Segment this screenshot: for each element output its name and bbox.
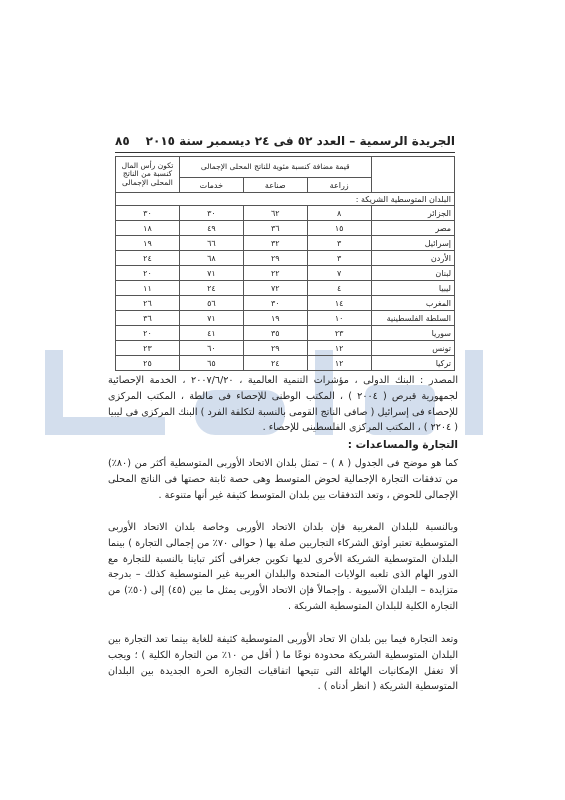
country-cell: إسرائيل xyxy=(371,236,454,251)
capital-cell: ٣٦ xyxy=(116,311,180,326)
value-added-group-header: قيمة مضافة كنسبة مئوية للناتج المحلى الإجمالى xyxy=(179,157,371,178)
country-cell: تونس xyxy=(371,341,454,356)
industry-cell: ٦٢ xyxy=(243,206,307,221)
capital-formation-header: تكون رأس المال كنسبة من الناتج المحلى الإجمالى xyxy=(116,157,180,193)
table-row xyxy=(116,311,455,326)
capital-cell: ٢٠ xyxy=(116,326,180,341)
agriculture-cell: ٣ xyxy=(307,236,371,251)
services-cell: ٦٦ xyxy=(179,236,243,251)
region-label: البلدان المتوسطية الشريكة : xyxy=(116,193,455,206)
agriculture-cell: ٨ xyxy=(307,206,371,221)
header-divider xyxy=(115,152,455,153)
economic-structure-table xyxy=(115,156,455,371)
table-row xyxy=(116,326,455,341)
table-row xyxy=(116,296,455,311)
page-header xyxy=(115,132,455,150)
table-row xyxy=(116,206,455,221)
capital-cell: ١١ xyxy=(116,281,180,296)
table-row xyxy=(116,266,455,281)
country-cell: لبنان xyxy=(371,266,454,281)
services-cell: ٤١ xyxy=(179,326,243,341)
industry-cell: ٧٢ xyxy=(243,281,307,296)
industry-cell: ٢٢ xyxy=(243,266,307,281)
body-paragraph: وتعد التجارة فيما بين بلدان الا تحاد الأوربى المتوسطية كثيفة للغاية بينما تعد التجارة بين البلدان المتوسطية الشريكة محدودة نوعًا ما ( أقل من ١٠٪ من التجارة الكلية ) ؛ ويجب ألا تغفل الإمكانيات الهائلة التى تتيحها اتفاقيات التجارة الحرة الجديدة بين البلدان المتوسطية الشريكة ( انظر أدناه ) . xyxy=(108,634,458,693)
capital-cell: ٢٥ xyxy=(116,356,180,371)
country-cell: ليبيا xyxy=(371,281,454,296)
agriculture-cell: ٣ xyxy=(307,251,371,266)
industry-cell: ٣٥ xyxy=(243,326,307,341)
services-cell: ٣٠ xyxy=(179,206,243,221)
capital-cell: ٢٠ xyxy=(116,266,180,281)
capital-cell: ١٩ xyxy=(116,236,180,251)
agriculture-cell: ٤ xyxy=(307,281,371,296)
table-row xyxy=(116,236,455,251)
section-title: التجارة والمساعدات : xyxy=(347,439,458,451)
services-cell: ٦٨ xyxy=(179,251,243,266)
agriculture-cell: ١٢ xyxy=(307,356,371,371)
capital-cell: ٢٤ xyxy=(116,251,180,266)
agriculture-cell: ١٢ xyxy=(307,341,371,356)
country-cell: الجزائر xyxy=(371,206,454,221)
page-number: ٨٥ xyxy=(115,134,130,148)
agriculture-cell: ١٠ xyxy=(307,311,371,326)
industry-cell: ٢٩ xyxy=(243,251,307,266)
services-cell: ٦٠ xyxy=(179,341,243,356)
industry-cell: ١٩ xyxy=(243,311,307,326)
country-header-cell xyxy=(371,157,454,193)
country-cell: سوريا xyxy=(371,326,454,341)
capital-cell: ١٨ xyxy=(116,221,180,236)
services-cell: ٤٩ xyxy=(179,221,243,236)
capital-cell: ٣٠ xyxy=(116,206,180,221)
country-cell: السلطة الفلسطينية xyxy=(371,311,454,326)
services-cell: ٧١ xyxy=(179,266,243,281)
table-row xyxy=(116,356,455,371)
publication-title: الجريدة الرسمية – العدد ٥٢ فى ٢٤ ديسمبر سنة ٢٠١٥ xyxy=(145,134,455,148)
agriculture-cell: ١٥ xyxy=(307,221,371,236)
services-cell: ٧١ xyxy=(179,311,243,326)
services-cell: ٥٦ xyxy=(179,296,243,311)
table-row xyxy=(116,251,455,266)
agriculture-cell: ٧ xyxy=(307,266,371,281)
industry-cell: ٢٤ xyxy=(243,356,307,371)
agriculture-cell: ١٤ xyxy=(307,296,371,311)
industry-cell: ٣٢ xyxy=(243,236,307,251)
services-header: خدمات xyxy=(179,178,243,193)
industry-cell: ٣٠ xyxy=(243,296,307,311)
agriculture-cell: ٢٣ xyxy=(307,326,371,341)
country-cell: المغرب xyxy=(371,296,454,311)
agriculture-header: زراعة xyxy=(307,178,371,193)
source-note: المصدر : البنك الدولى ، مؤشرات التنمية العالمية ، ٢٠٠٧/٦/٢٠ ، الخدمة الإحصائية لجمهورية قبرص ( ٢٠٠٤ ) ، المكتب الوطنى للإحصاء فى مالطة ، المكتب المركزى للإحصاء فى إسرائيل ( صافى الناتج القومى بالنسبة لتكلفة الفرد ) البنك المركزى فى ليبيا ( ٢٢٠٤ ) ، المكتب المركزى الفلسطينى للإحصاء . xyxy=(108,375,458,434)
table-row xyxy=(116,341,455,356)
industry-cell: ٢٩ xyxy=(243,341,307,356)
industry-header: صناعة xyxy=(243,178,307,193)
services-cell: ٦٥ xyxy=(179,356,243,371)
country-cell: مصر xyxy=(371,221,454,236)
capital-cell: ٢٣ xyxy=(116,341,180,356)
table-row xyxy=(116,221,455,236)
country-cell: الأردن xyxy=(371,251,454,266)
capital-cell: ٢٦ xyxy=(116,296,180,311)
services-cell: ٢٤ xyxy=(179,281,243,296)
body-paragraph: وبالنسبة للبلدان المغربية فإن بلدان الاتحاد الأوربى وخاصة بلدان الاتحاد الأوربى المتوسطية تعتبر أوثق الشركاء التجاريين صلة بها ( حوالى ٧٠٪ من إجمالى التجارة ) بينما البلدان المتوسطية الشريكة الأخرى لديها تكوين جغرافى أكثر تباينا بالنسبة للتجارة مع الدور الهام الذى تلعبه الولايات المتحدة والبلدان العربية غير المتوسطية كذلك – بدرجة متزايدة – البلدان الآسيوية . وإجمالاً فإن الاتحاد الأوربى يمثل ما بين (٤٥) إلى (٥٠٪) من التجارة الكلية للبلدان المتوسطية الشريكة . xyxy=(108,522,459,612)
industry-cell: ٣٦ xyxy=(243,221,307,236)
country-cell: تركيا xyxy=(371,356,454,371)
body-paragraph: كما هو موضح فى الجدول ( ٨ ) – تمثل بلدان الاتحاد الأوربى المتوسطية أكثر من (٨٠٪) من تدفقات التجارة الإجمالية لحوض المتوسط وهى حصة ثابتة حصتها فى الناتج المحلى الإجمالى للحوض ، وتعد التدفقات بين بلدان المتوسط كثيفة غير أنها متنوعة . xyxy=(108,458,459,501)
table-row xyxy=(116,281,455,296)
